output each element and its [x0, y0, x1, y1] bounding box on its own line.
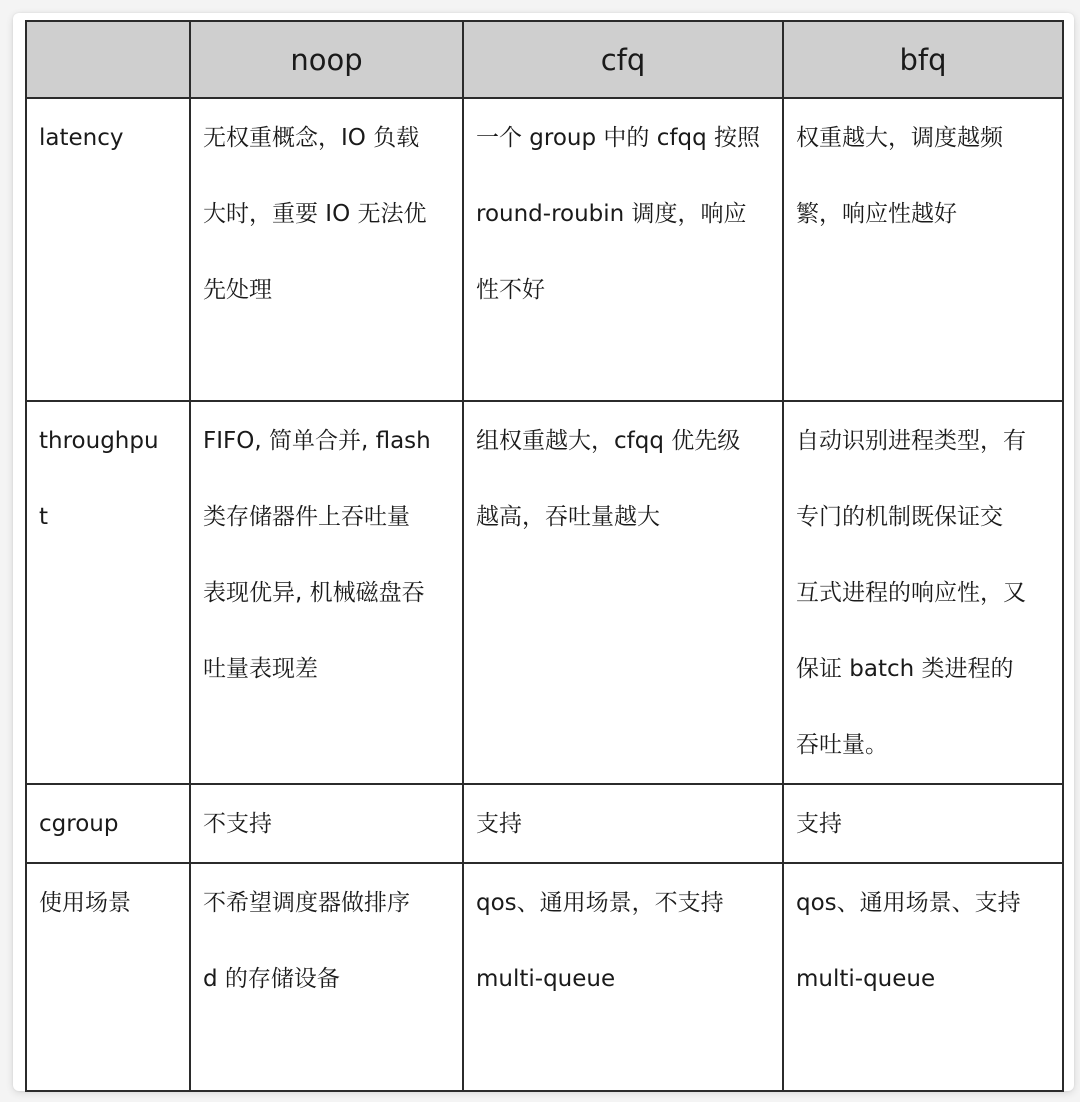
cell-throughput-cfq: 组权重越大，cfqq 优先级 越高，吞吐量越大 — [463, 401, 783, 784]
table-row-latency — [26, 98, 1063, 401]
header-bfq: bfq — [783, 21, 1063, 98]
table-row-throughput — [26, 401, 1063, 784]
row-label-usage-scenario: 使用场景 — [26, 863, 190, 1091]
cell-throughput-noop: FIFO, 简单合并, flash 类存储器件上吞吐量 表现优异, 机械磁盘吞 吐量表现差 — [190, 401, 463, 784]
cell-usage-cfq: qos、通用场景，不支持 multi-queue — [463, 863, 783, 1091]
table-row-usage-scenario — [26, 863, 1063, 1091]
header-noop: noop — [190, 21, 463, 98]
io-scheduler-comparison-table — [25, 20, 1064, 1092]
row-label-latency: latency — [26, 98, 190, 401]
cell-throughput-bfq: 自动识别进程类型，有 专门的机制既保证交 互式进程的响应性，又 保证 batch 类进程的 吞吐量。 — [783, 401, 1063, 784]
row-label-throughput: throughpu t — [26, 401, 190, 784]
row-label-cgroup: cgroup — [26, 784, 190, 863]
cell-latency-noop: 无权重概念，IO 负载 大时，重要 IO 无法优 先处理 — [190, 98, 463, 401]
cell-cgroup-noop: 不支持 — [190, 784, 463, 863]
cell-latency-bfq: 权重越大，调度越频 繁，响应性越好 — [783, 98, 1063, 401]
cell-cgroup-cfq: 支持 — [463, 784, 783, 863]
header-cfq: cfq — [463, 21, 783, 98]
cell-usage-noop: 不希望调度器做排序 d 的存储设备 — [190, 863, 463, 1091]
cell-cgroup-bfq: 支持 — [783, 784, 1063, 863]
cell-usage-bfq: qos、通用场景、支持 multi-queue — [783, 863, 1063, 1091]
cell-latency-cfq: 一个 group 中的 cfqq 按照 round-roubin 调度，响应 性不好 — [463, 98, 783, 401]
